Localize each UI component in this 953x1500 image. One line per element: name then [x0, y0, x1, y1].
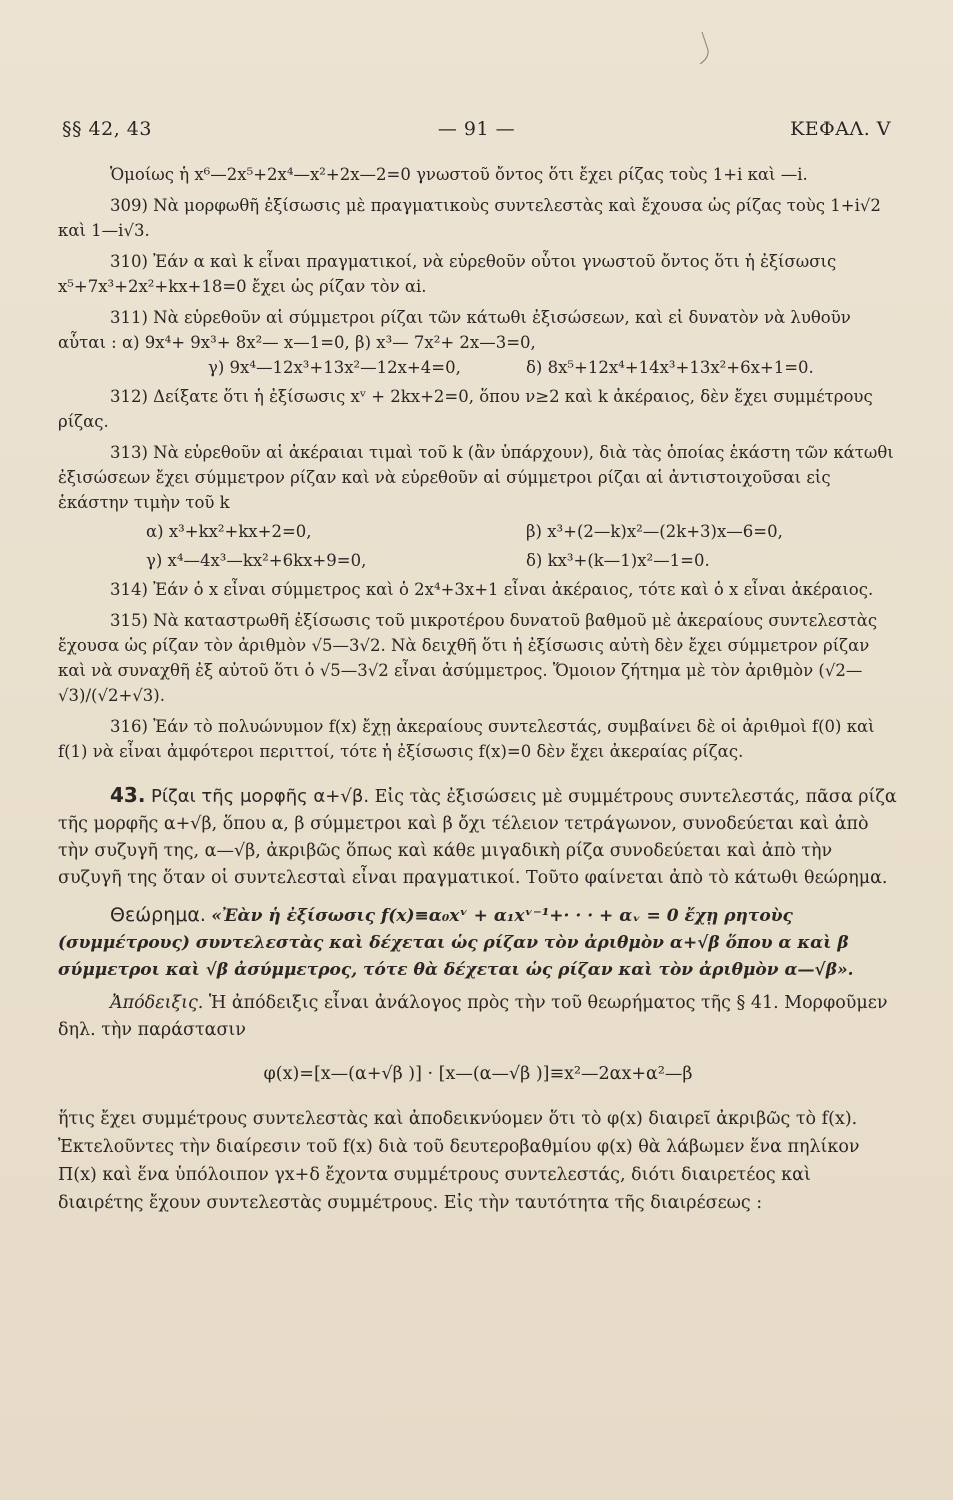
exercise-309: 309) Νὰ μορφωθῆ ἐξίσωσις μὲ πραγματικοὺς συντελεστὰς καὶ ἔχουσα ὡς ρίζας τοὺς 1+i√2 καὶ 1—i√3.: [58, 196, 881, 240]
exercise-313-row-2: [58, 548, 898, 573]
exercise-314: 314) Ἐάν ὁ x εἶναι σύμμετρος καὶ ὁ 2x⁴+3x+1 εἶναι ἀκέραιος, τότε καὶ ὁ x εἶναι ἀκέραιος.: [110, 580, 874, 599]
exercise-313-row-1: [58, 519, 898, 544]
exercise-311-row-2: [58, 355, 898, 380]
equation-b: β) x³+(2—k)x²—(2k+3)x—6=0,: [526, 522, 783, 541]
section-43: [58, 782, 898, 892]
section-text: Εἰς τὰς ἐξισώσεις μὲ συμμέτρους συντελεστάς, πᾶσα ρίζα τῆς μορφῆς α+√β, ὅπου α, β σύμμετροι καὶ β ὄχι τέλειον τετράγωνον, συνοδεύεται καὶ ἀπὸ τὴν συζυγῆ της, α—√β, ἀκριβῶς ὅπως καὶ κάθε μιγαδικὴ ρίζα συνοδεύεται καὶ ἀπὸ τὴν συζυγῆ της ὅταν οἱ συντελεσταὶ εἶναι πραγματικοί. Τοῦτο φαίνεται ἀπὸ τὸ κάτωθι θεώρημα.: [58, 787, 897, 888]
section-title: Ρίζαι τῆς μορφῆς α+√β.: [151, 786, 370, 807]
theorem-label: Θεώρημα.: [110, 904, 206, 926]
exercise-310: 310) Ἐάν α καὶ k εἶναι πραγματικοί, νὰ εὑρεθοῦν οὗτοι γνωστοῦ ὄντος ὅτι ἡ ἐξίσωσις x⁵+7x³+2x²+kx+18=0 ἔχει ὡς ρίζαν τὸν αi.: [58, 252, 837, 296]
pencil-mark: [690, 28, 720, 68]
proof-text: Ἡ ἀπόδειξις εἶναι ἀνάλογος πρὸς τὴν τοῦ θεωρήματος τῆς § 41. Μορφοῦμεν δηλ. τὴν παράστασιν: [58, 993, 888, 1040]
equation-c: γ) 9x⁴—12x³+13x²—12x+4=0,: [208, 358, 461, 377]
exercise-312: 312) Δείξατε ὅτι ἡ ἐξίσωσις xᵛ + 2kx+2=0, ὅπου ν≥2 καὶ k ἀκέραιος, δὲν ἔχει συμμέτρους ρίζας.: [58, 387, 873, 431]
theorem: [58, 902, 898, 984]
equation-a: α) x³+kx²+kx+2=0,: [146, 522, 312, 541]
proof-label: Ἀπόδειξις.: [110, 993, 204, 1013]
equation-d: δ) kx³+(k—1)x²—1=0.: [526, 551, 710, 570]
exercise-313: 313) Νὰ εὑρεθοῦν αἱ ἀκέραιαι τιμαὶ τοῦ k (ἂν ὑπάρχουν), διὰ τὰς ὁποίας ἑκάστη τῶν κάτωθι ἐξισώσεων ἔχει σύμμετρον ρίζαν καὶ νὰ εὑρεθοῦν αἱ σύμμετροι ρίζαι αἱ ἀντιστοιχοῦσαι εἰς ἑκάστην τιμὴν τοῦ k: [58, 443, 894, 512]
page-body: [58, 162, 898, 1223]
paragraph-intro: Ὁμοίως ἡ x⁶—2x⁵+2x⁴—x²+2x—2=0 γνωστοῦ ὄντος ὅτι ἔχει ρίζας τοὺς 1+i καὶ —i.: [110, 165, 808, 184]
page-header: [62, 118, 891, 142]
section-ref: §§ 42, 43: [62, 118, 152, 140]
chapter-label: ΚΕΦΑΛ. V: [790, 118, 891, 140]
equation-d: δ) 8x⁵+12x⁴+14x³+13x²+6x+1=0.: [526, 358, 814, 377]
equation-c: γ) x⁴—4x³—kx²+6kx+9=0,: [146, 551, 367, 570]
exercise-315: 315) Νὰ καταστρωθῆ ἐξίσωσις τοῦ μικροτέρου δυνατοῦ βαθμοῦ μὲ ἀκεραίους συντελεστὰς ἔχουσα ὡς ρίζαν τὸν ἀριθμὸν √5—3√2. Νὰ δειχθῆ ὅτι ἡ ἐξίσωσις αὐτὴ δὲν ἔχει σύμμετρον ρίζαν καὶ νὰ συναχθῆ ἐξ αὐτοῦ ὅτι ὁ √5—3√2 εἶναι ἀσύμμετρος. Ὅμοιον ζήτημα μὲ τὸν ἀριθμὸν (√2—√3)/(√2+√3).: [58, 611, 878, 705]
proof: [58, 990, 898, 1044]
section-number: 43.: [110, 783, 146, 807]
theorem-text: «Ἐὰν ἡ ἐξίσωσις f(x)≡α₀xᵛ + α₁xᵛ⁻¹+· · · + αᵥ = 0 ἔχῃ ρητοὺς (συμμέτρους) συντελεστὰς καὶ δέχεται ὡς ρίζαν τὸν ἀριθμὸν α+√β ὅπου α καὶ β σύμμετροι καὶ √β ἀσύμμετρος, τότε θὰ δέχεται ὡς ρίζαν καὶ τὸν ἀριθμὸν α—√β».: [58, 906, 854, 980]
exercise-311: 311) Νὰ εὑρεθοῦν αἱ σύμμετροι ρίζαι τῶν κάτωθι ἐξισώσεων, καὶ εἰ δυνατὸν νὰ λυθοῦν αὗται : α) 9x⁴+ 9x³+ 8x²— x—1=0, β) x³— 7x²+ 2x—3=0,: [58, 308, 851, 352]
display-formula: φ(x)=[x—(α+√β )] · [x—(α—√β )]≡x²—2αx+α²—β: [263, 1064, 693, 1084]
proof-continuation: ἥτις ἔχει συμμέτρους συντελεστὰς καὶ ἀποδεικνύομεν ὅτι τὸ φ(x) διαιρεῖ ἀκριβῶς τὸ f(x). Ἐκτελοῦντες τὴν διαίρεσιν τοῦ f(x) διὰ τοῦ δευτεροβαθμίου φ(x) θὰ λάβωμεν ἕνα πηλίκον Π(x) καὶ ἕνα ὑπόλοιπον γx+δ ἔχοντα συμμέτρους συντελεστάς, διότι διαιρετέος καὶ διαιρέτης ἔχουν συντελεστὰς συμμέτρους. Εἰς τὴν ταυτότητα τῆς διαιρέσεως :: [58, 1109, 860, 1213]
exercise-316: 316) Ἐάν τὸ πολυώνυμον f(x) ἔχῃ ἀκεραίους συντελεστάς, συμβαίνει δὲ οἱ ἀριθμοὶ f(0) καὶ f(1) νὰ εἶναι ἀμφότεροι περιττοί, τότε ἡ ἐξίσωσις f(x)=0 δὲν ἔχει ἀκεραίας ρίζας.: [58, 717, 875, 761]
page-number: — 91 —: [437, 118, 516, 140]
